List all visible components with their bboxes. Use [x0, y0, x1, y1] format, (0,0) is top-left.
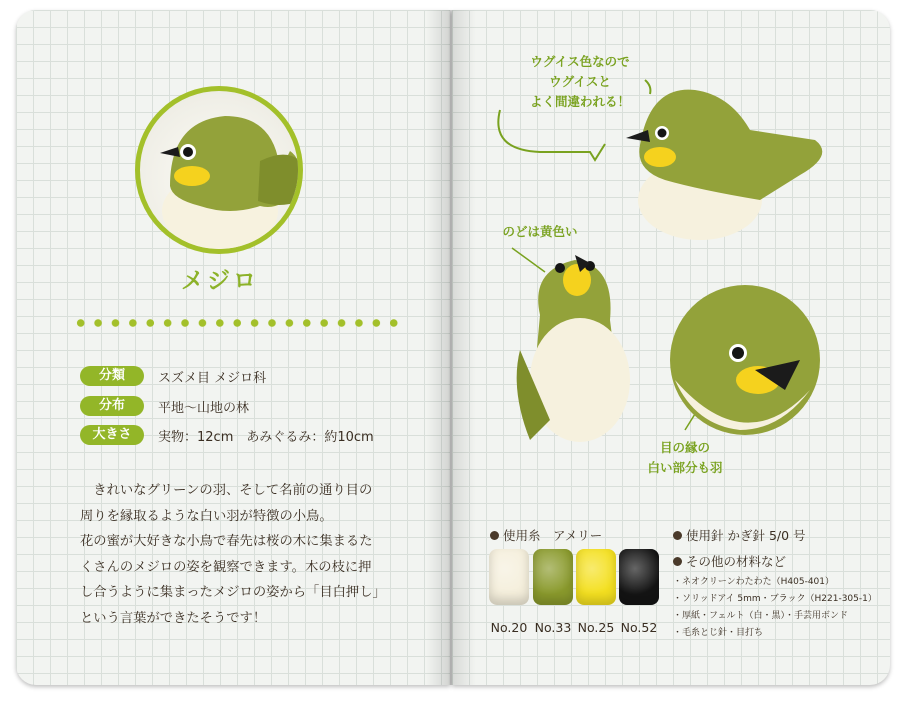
info-row-distribution: [80, 395, 249, 417]
description-line: し合うように集まったメジロの姿から「目白押し」: [80, 585, 386, 600]
bird-photos-and-leader-lines: [480, 60, 860, 460]
bird-name-title: メジロ: [181, 268, 259, 294]
info-value: 平地〜山地の林: [158, 400, 250, 416]
yarn-ball-swatch: [489, 549, 529, 605]
bullet-icon: [673, 557, 682, 566]
bird-front-photo: [517, 255, 630, 442]
callout-line: 目の縁の: [659, 440, 710, 455]
description-line: 花の蜜が大好きな小鳥で春先は桜の木に集まるた: [80, 534, 373, 549]
yarn-ball-swatch: [576, 549, 616, 605]
bird-closeup-photo: [670, 285, 820, 435]
yarn-label: No.20: [490, 620, 528, 635]
yarn-label: No.33: [534, 620, 572, 635]
dotted-divider: [72, 318, 402, 328]
yarn-heading-text: 使用糸 アメリー: [503, 528, 603, 543]
other-materials-list: [673, 574, 877, 642]
callout-line: ウグイス色なので: [530, 54, 630, 69]
description-line: という言葉ができたそうです！: [80, 610, 267, 626]
description-text: [80, 478, 398, 631]
bird-side-photo: [626, 90, 822, 240]
material-item: ・ネオクリーンわたわた（H405-401）: [673, 577, 835, 587]
book-spine: [426, 10, 476, 685]
bullet-icon: [673, 531, 682, 540]
info-value: 実物：12cm あみぐるみ：約10cm: [158, 429, 374, 445]
info-label-pill: 大きさ: [80, 425, 144, 445]
other-materials-heading: [673, 552, 786, 570]
info-row-classification: [80, 365, 266, 387]
info-value: スズメ目 メジロ科: [158, 370, 267, 386]
material-item: ・毛糸とじ針・目打ち: [673, 628, 764, 638]
description-line: 周りを縁取るような白い羽が特徴の小鳥。: [80, 508, 333, 524]
callout-line: ウグイスと: [549, 74, 611, 89]
callout-line: 白い部分も羽: [647, 460, 723, 475]
bird-portrait-photo: [135, 86, 303, 254]
yarn-ball-swatch: [533, 549, 573, 605]
info-label-pill: 分布: [80, 396, 144, 416]
callout-throat: のどは黄色い: [502, 224, 578, 239]
other-heading-text: その他の材料など: [686, 554, 787, 569]
info-label-pill: 分類: [80, 366, 144, 386]
description-line: きれいなグリーンの羽、そして名前の通り目の: [80, 483, 373, 498]
callout-uguisu: [505, 52, 655, 112]
yarn-label: No.25: [577, 620, 615, 635]
yarn-heading: [490, 526, 602, 544]
needle-heading: [673, 526, 806, 544]
material-item: ・厚紙・フェルト（白・黒）・手芸用ボンド: [673, 611, 849, 621]
yarn-label: No.52: [620, 620, 658, 635]
material-item: ・ソリッドアイ 5mm・ブラック（H221-305-1）: [673, 594, 877, 604]
needle-heading-text: 使用針 かぎ針 5/0 号: [686, 528, 806, 543]
callout-eye-ring: [630, 438, 740, 478]
description-line: くさんのメジロの姿を観察できます。木の枝に押: [80, 559, 372, 575]
yarn-ball-swatch: [619, 549, 659, 605]
callout-line: よく間違われる！: [529, 94, 630, 109]
info-row-size: [80, 424, 374, 446]
bullet-icon: [490, 531, 499, 540]
